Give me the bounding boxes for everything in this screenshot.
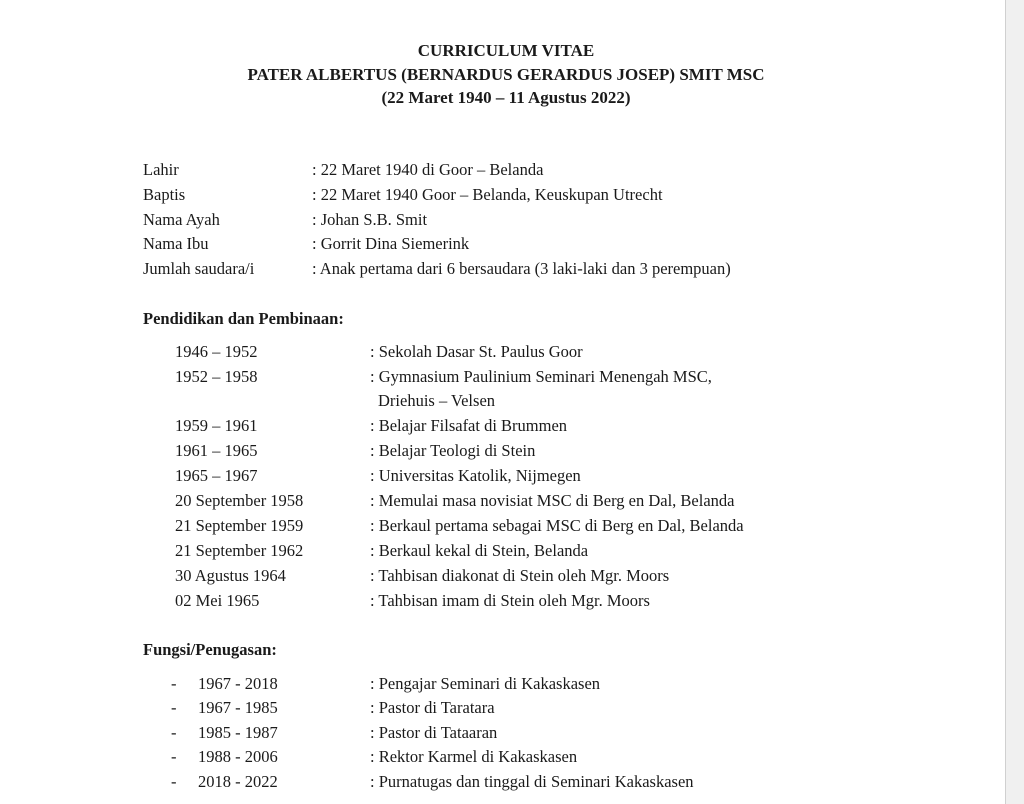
field-value: : Johan S.B. Smit [312, 210, 428, 229]
item-value: : Universitas Katolik, Nijmegen [370, 466, 581, 485]
item-date: 21 September 1959 [175, 516, 304, 535]
item-date: 1961 – 1965 [175, 441, 258, 460]
field-label: Baptis [143, 185, 186, 204]
cv-title: CURRICULUM VITAE [417, 41, 595, 60]
field-label: Jumlah saudara/i [143, 259, 255, 278]
field-value: : Anak pertama dari 6 bersaudara (3 laki-laki dan 3 perempuan) [312, 259, 731, 278]
item-date: 1988 - 2006 [198, 747, 278, 766]
field-value: : Gorrit Dina Siemerink [312, 234, 470, 253]
bullet-dash: - [171, 772, 177, 791]
item-value: : Gymnasium Paulinium Seminari Menengah MSC, [370, 367, 712, 386]
item-date: 20 September 1958 [175, 491, 304, 510]
item-date: 1967 - 2018 [198, 674, 278, 693]
item-date: 02 Mei 1965 [175, 591, 260, 610]
item-date: 21 September 1962 [175, 541, 304, 560]
field-label: Nama Ibu [143, 234, 209, 253]
cv-name: PATER ALBERTUS (BERNARDUS GERARDUS JOSEP) SMIT MSC [247, 65, 765, 84]
field-value: : 22 Maret 1940 Goor – Belanda, Keuskupan Utrecht [312, 185, 663, 204]
item-value: : Memulai masa novisiat MSC di Berg en Dal, Belanda [370, 491, 735, 510]
item-value: : Belajar Filsafat di Brummen [370, 416, 568, 435]
bullet-dash: - [171, 674, 177, 693]
field-label: Nama Ayah [143, 210, 220, 229]
section-title-functions: Fungsi/Penugasan: [143, 640, 277, 659]
item-date: 2018 - 2022 [198, 772, 278, 791]
section-title-education: Pendidikan dan Pembinaan: [143, 309, 344, 328]
item-date: 1959 – 1961 [175, 416, 258, 435]
field-value: : 22 Maret 1940 di Goor – Belanda [312, 160, 544, 179]
item-date: 30 Agustus 1964 [175, 566, 286, 585]
item-value: : Pengajar Seminari di Kakaskasen [370, 674, 601, 693]
item-value: : Rektor Karmel di Kakaskasen [370, 747, 578, 766]
item-date: 1952 – 1958 [175, 367, 258, 386]
bullet-dash: - [171, 698, 177, 717]
item-value-continued: Driehuis – Velsen [378, 391, 496, 410]
item-value: : Berkaul pertama sebagai MSC di Berg en Dal, Belanda [370, 516, 744, 535]
field-label: Lahir [143, 160, 179, 179]
cv-dates: (22 Maret 1940 – 11 Agustus 2022) [381, 88, 631, 107]
page-edge [1005, 0, 1024, 804]
item-value: : Purnatugas dan tinggal di Seminari Kakaskasen [370, 772, 694, 791]
item-value: : Tahbisan diakonat di Stein oleh Mgr. Moors [370, 566, 670, 585]
item-value: : Tahbisan imam di Stein oleh Mgr. Moors [370, 591, 650, 610]
item-value: : Belajar Teologi di Stein [370, 441, 536, 460]
item-date: 1946 – 1952 [175, 342, 258, 361]
bullet-dash: - [171, 747, 177, 766]
item-date: 1965 – 1967 [175, 466, 258, 485]
item-value: : Sekolah Dasar St. Paulus Goor [370, 342, 583, 361]
item-value: : Pastor di Tataaran [370, 723, 498, 742]
item-date: 1985 - 1987 [198, 723, 278, 742]
bullet-dash: - [171, 723, 177, 742]
item-value: : Berkaul kekal di Stein, Belanda [370, 541, 589, 560]
item-value: : Pastor di Taratara [370, 698, 495, 717]
item-date: 1967 - 1985 [198, 698, 278, 717]
